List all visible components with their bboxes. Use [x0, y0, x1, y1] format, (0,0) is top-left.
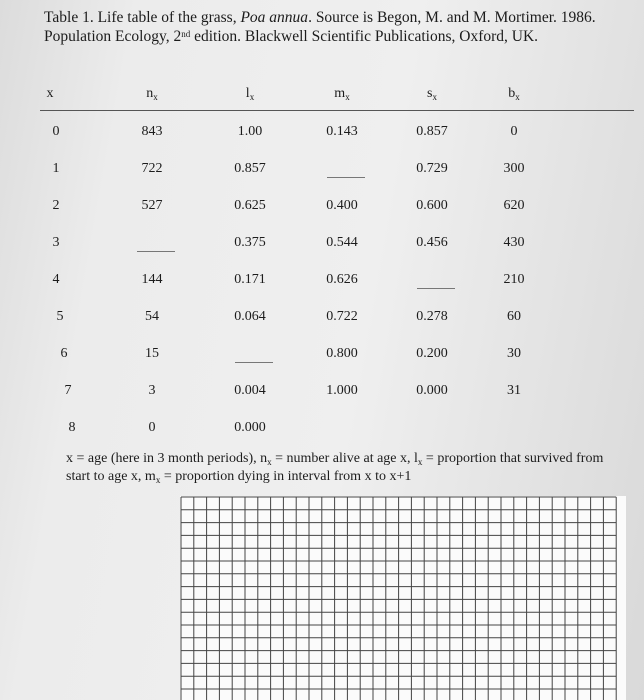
- title-species: Poa annua: [240, 9, 309, 26]
- cell-sx: 0.857: [416, 124, 448, 139]
- cell-x: 8: [68, 420, 76, 435]
- cell-lx: 0.857: [234, 161, 266, 176]
- blank-answer-mx: [327, 177, 365, 178]
- column-header-sub: x: [249, 92, 255, 102]
- column-header-sub: x: [345, 92, 350, 102]
- cell-x: 6: [60, 346, 68, 361]
- caption-p5: = proportion dying in interval from x to x+1: [160, 469, 412, 484]
- column-header-sx: [427, 86, 437, 102]
- cell-sx: 0.729: [416, 161, 448, 176]
- cell-lx: 0.000: [234, 420, 266, 435]
- blank-answer-lx: [235, 362, 273, 363]
- cell-bx: 210: [503, 272, 525, 287]
- caption-s1: x: [267, 457, 272, 467]
- cell-bx: 30: [507, 346, 521, 361]
- cell-nx: 527: [141, 198, 163, 213]
- table-caption: [66, 450, 626, 486]
- column-header-base: s: [427, 86, 433, 101]
- column-header-mx: [334, 86, 349, 102]
- cell-mx: 0.400: [326, 198, 358, 213]
- cell-lx: 0.004: [234, 383, 266, 398]
- cell-x: 5: [56, 309, 64, 324]
- cell-nx: 54: [145, 309, 159, 324]
- column-header-nx: [146, 86, 158, 102]
- cell-mx: 0.626: [326, 272, 358, 287]
- cell-nx: 722: [141, 161, 163, 176]
- cell-sx: 0.200: [416, 346, 448, 361]
- column-header-lx: [246, 86, 254, 102]
- title-line2-b: edition. Blackwell Scientific Publications, Oxford, UK.: [190, 28, 539, 45]
- title-after-species: . Source is Begon, M. and M. Mortimer. 1986.: [308, 9, 596, 26]
- caption-p4: start to age x, m: [66, 469, 156, 484]
- blank-answer-sx: [417, 288, 455, 289]
- cell-x: 7: [64, 383, 72, 398]
- cell-nx: 15: [145, 346, 159, 361]
- title-line2-sup: nd: [181, 29, 191, 39]
- cell-bx: 60: [507, 309, 521, 324]
- cell-mx: 0.800: [326, 346, 358, 361]
- cell-lx: 0.375: [234, 235, 266, 250]
- cell-mx: 0.143: [326, 124, 358, 139]
- cell-lx: 0.171: [234, 272, 266, 287]
- cell-x: 2: [52, 198, 60, 213]
- cell-bx: 0: [510, 124, 518, 139]
- column-header-bx: [508, 86, 520, 102]
- cell-x: 1: [52, 161, 60, 176]
- cell-sx: 0.278: [416, 309, 448, 324]
- column-header-sub: x: [153, 92, 158, 102]
- cell-mx: 1.000: [326, 383, 358, 398]
- cell-x: 0: [52, 124, 60, 139]
- caption-p2: = number alive at age x, l: [271, 451, 418, 466]
- cell-mx: 0.544: [326, 235, 358, 250]
- cell-sx: 0.000: [416, 383, 448, 398]
- cell-sx: 0.600: [416, 198, 448, 213]
- grid-background: [180, 496, 626, 700]
- title-lead: Table 1. Life table of the grass,: [44, 9, 241, 26]
- column-header-base: b: [508, 86, 516, 101]
- cell-mx: 0.722: [326, 309, 358, 324]
- cell-nx: 144: [141, 272, 163, 287]
- cell-lx: 0.064: [234, 309, 266, 324]
- column-header-base: l: [245, 86, 250, 101]
- cell-bx: 31: [507, 383, 521, 398]
- title-line2-a: Population Ecology, 2: [44, 28, 182, 45]
- column-header-base: m: [334, 86, 346, 101]
- cell-bx: 430: [503, 235, 525, 250]
- cell-nx: 0: [148, 420, 156, 435]
- table-title: [44, 8, 624, 46]
- column-header-sub: x: [515, 92, 520, 102]
- cell-x: 4: [52, 272, 60, 287]
- column-header-base: x: [46, 86, 54, 101]
- cell-bx: 300: [503, 161, 525, 176]
- column-header-base: n: [146, 86, 154, 101]
- caption-s3: x: [155, 475, 161, 485]
- cell-sx: 0.456: [416, 235, 448, 250]
- caption-p3: = proportion that survived from: [422, 451, 604, 466]
- blank-answer-nx: [137, 251, 175, 252]
- cell-nx: 3: [148, 383, 156, 398]
- caption-p1: x = age (here in 3 month periods), n: [66, 451, 268, 466]
- cell-nx: 843: [141, 124, 163, 139]
- cell-lx: 1.00: [237, 124, 263, 139]
- cell-bx: 620: [503, 198, 525, 213]
- caption-s2: x: [417, 457, 423, 467]
- cell-lx: 0.625: [234, 198, 266, 213]
- graph-paper-grid: [180, 496, 626, 700]
- column-header-x: [47, 86, 54, 102]
- column-header-sub: x: [432, 92, 437, 102]
- header-rule: [40, 110, 634, 111]
- cell-x: 3: [52, 235, 60, 250]
